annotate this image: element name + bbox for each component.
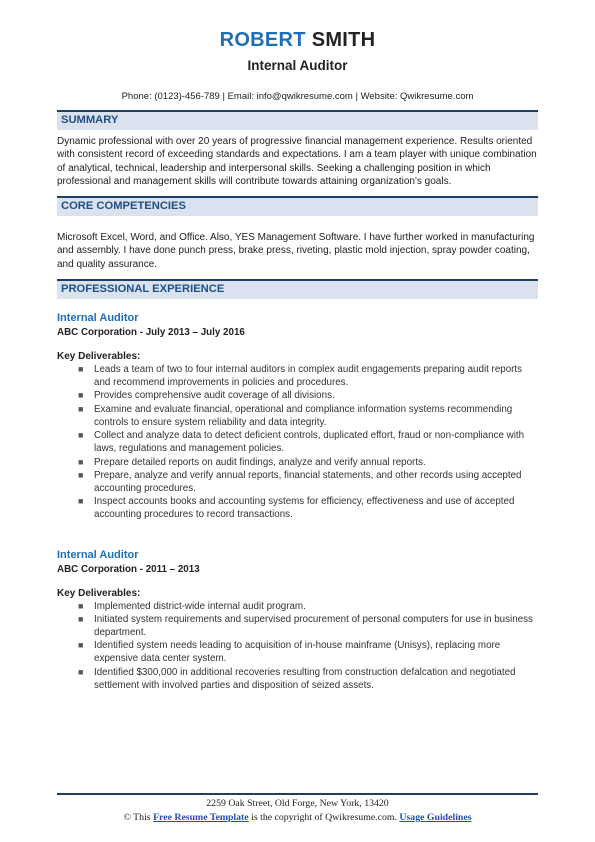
bullet-icon: ■: [78, 456, 84, 467]
job-company-dates: ABC Corporation - July 2013 – July 2016: [57, 327, 245, 339]
bullet-text: Prepare, analyze and verify annual reports, financial statements, and other records using accepted accounting procedures.: [94, 469, 522, 494]
bullet-icon: ■: [78, 613, 84, 624]
key-deliverables-label: Key Deliverables:: [57, 587, 141, 599]
job-title-heading: Internal Auditor: [247, 58, 348, 73]
list-item: [57, 639, 538, 665]
list-item: [57, 429, 538, 455]
copyright-middle: is the copyright of Qwikresume.com.: [251, 812, 397, 823]
footer-address: 2259 Oak Street, Old Forge, New York, 13420: [206, 798, 389, 809]
bullet-text: Identified system needs leading to acquisition of in-house mainframe (Unisys), replacing more expensive data center system.: [94, 640, 501, 665]
last-name: SMITH: [311, 29, 376, 51]
bullet-icon: ■: [78, 364, 84, 375]
bullet-icon: ■: [78, 496, 84, 507]
bullet-icon: ■: [78, 390, 84, 401]
list-item: [57, 666, 538, 692]
copyright-prefix: © This: [123, 812, 151, 823]
list-item: [57, 403, 538, 429]
bullet-icon: ■: [78, 600, 84, 611]
list-item: [57, 363, 538, 389]
bullet-icon: ■: [78, 430, 84, 441]
usage-guidelines-link[interactable]: Usage Guidelines: [399, 812, 472, 823]
bullet-icon: ■: [78, 666, 84, 677]
bullet-text: Provides comprehensive audit coverage of all divisions.: [94, 390, 335, 402]
bullet-text: Initiated system requirements and supervised procurement of personal computers for use in business department.: [94, 613, 533, 638]
list-item: [57, 389, 538, 402]
summary-text: Dynamic professional with over 20 years of progressive financial management experience. Results oriented with consistent record of exceeding standards and expectations. I am a team player with unique combination of analytical, technical, leadership and interpersonal skills. Seeking a challenging position in which professional and management skills will contribute towards attaining organization's goals.: [57, 136, 537, 187]
bullet-text: Leads a team of two to four internal auditors in complex audit engagements preparing audit reports and recommend improvements in policies and procedures.: [94, 364, 523, 389]
list-item: [57, 469, 538, 495]
bullet-text: Identified $300,000 in additional recoveries resulting from construction defalcation and negotiated settlement with involved parties and disposition of seized assets.: [94, 666, 516, 691]
resume-page: [57, 0, 538, 692]
experience-entry-2: [57, 548, 538, 692]
key-deliverables-label: Key Deliverables:: [57, 351, 141, 363]
bullet-text: Examine and evaluate financial, operational and compliance information systems recommending controls to ensure system reliability and data integrity.: [94, 403, 513, 428]
free-resume-template-link[interactable]: Free Resume Template: [153, 812, 249, 823]
deliverables-list: [57, 600, 538, 692]
job-company-dates: ABC Corporation - 2011 – 2013: [57, 563, 200, 575]
job-title: Internal Auditor: [57, 548, 139, 561]
section-heading-summary: SUMMARY: [57, 110, 538, 130]
bullet-icon: ■: [78, 469, 84, 480]
footer-copyright: [0, 812, 595, 823]
bullet-text: Collect and analyze data to detect deficient controls, duplicated effort, fraud or non-compliance with laws, regulations and management policies.: [94, 430, 525, 455]
first-name: ROBERT: [219, 29, 306, 51]
section-heading-competencies: CORE COMPETENCIES: [57, 196, 538, 216]
contact-line: Phone: (0123)-456-789 | Email: info@qwikresume.com | Website: Qwikresume.com: [121, 91, 474, 102]
list-item: [57, 613, 538, 639]
bullet-icon: ■: [78, 640, 84, 651]
bullet-text: Prepare detailed reports on audit findings, analyze and verify annual reports.: [94, 456, 426, 468]
competencies-text: Microsoft Excel, Word, and Office. Also, YES Management Software. I have further worked in manufacturing and assembly. I have done punch press, brake press, riveting, plastic mold injection, spray powder coating, and quality assurance.: [57, 232, 535, 270]
list-item: [57, 495, 538, 521]
bullet-text: Implemented district-wide internal audit program.: [94, 600, 306, 612]
section-heading-experience: PROFESSIONAL EXPERIENCE: [57, 279, 538, 299]
deliverables-list: [57, 363, 538, 521]
list-item: [57, 600, 538, 613]
footer-divider: [57, 793, 538, 795]
job-title: Internal Auditor: [57, 312, 139, 325]
list-item: [57, 456, 538, 469]
candidate-name: [57, 28, 538, 52]
bullet-icon: ■: [78, 403, 84, 414]
bullet-text: Inspect accounts books and accounting systems for efficiency, effectiveness and use of accepted accounting procedures to record transactions.: [94, 496, 515, 521]
experience-entry-1: [57, 311, 538, 521]
